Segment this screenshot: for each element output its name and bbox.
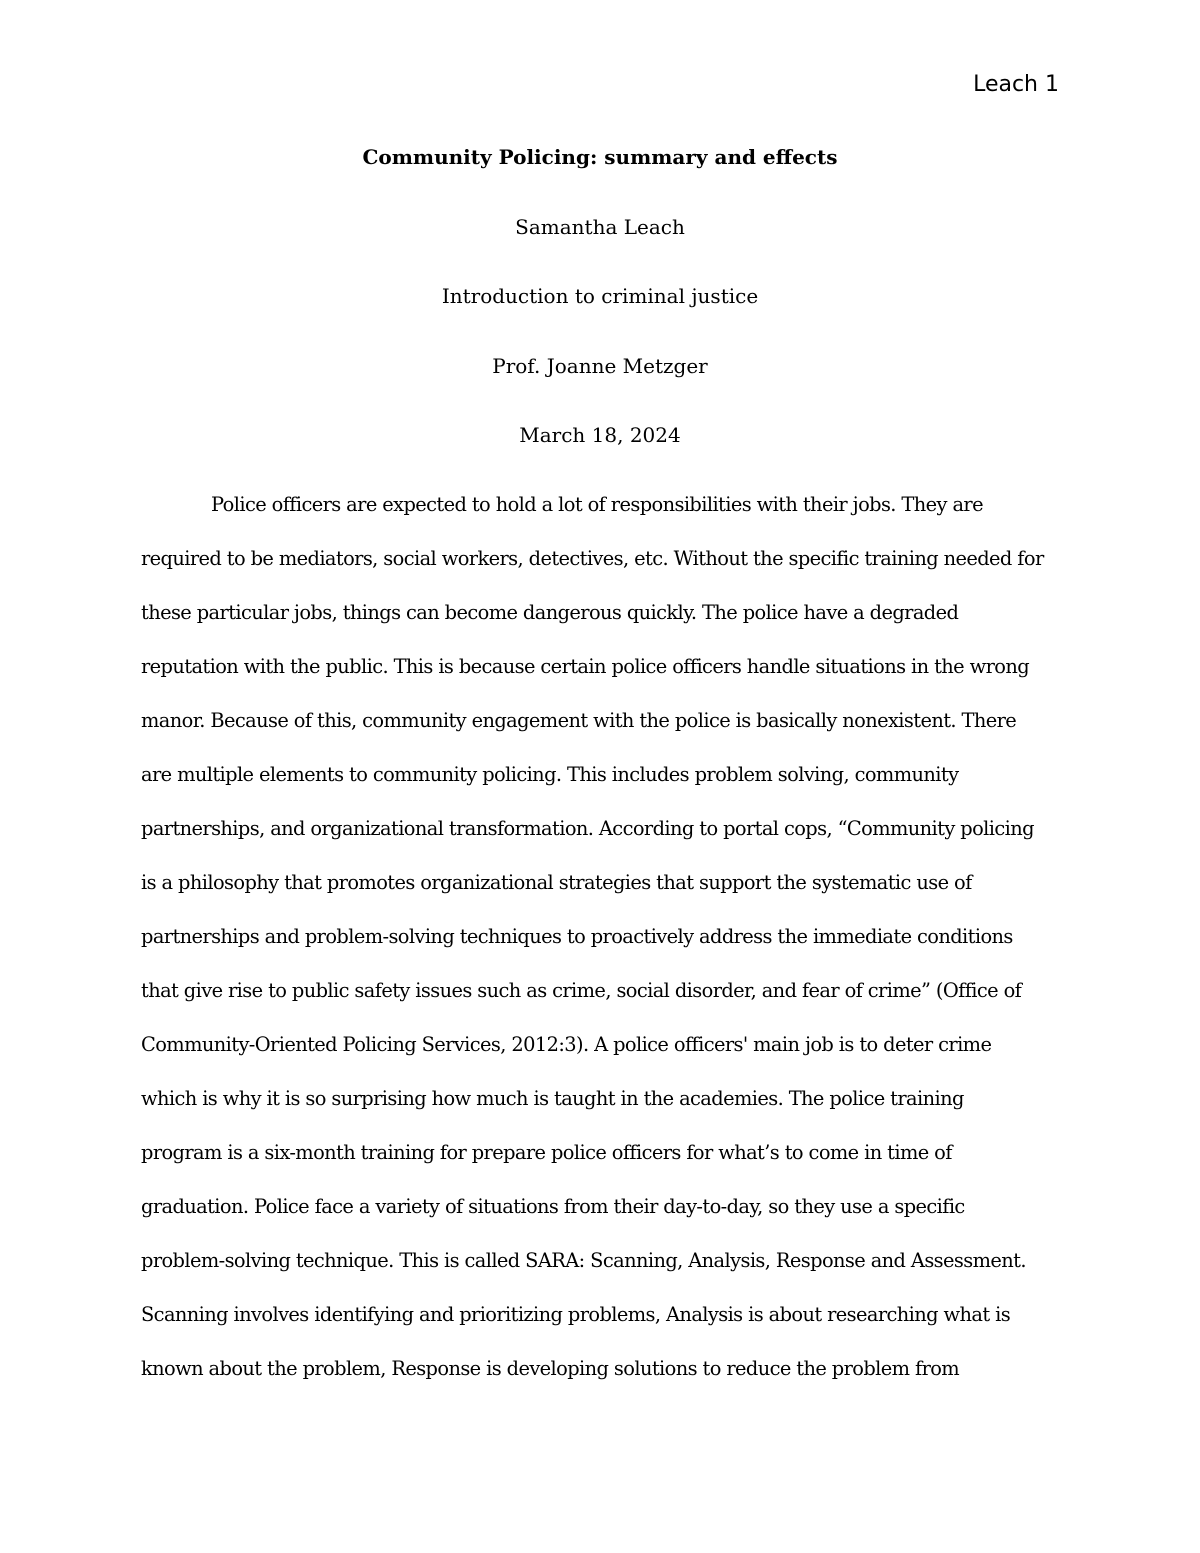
running-header: Leach 1 bbox=[973, 72, 1059, 97]
body-line: are multiple elements to community policing. This includes problem solving, community bbox=[141, 763, 959, 786]
body-line: these particular jobs, things can become dangerous quickly. The police have a degraded bbox=[141, 601, 959, 624]
body-line: problem-solving technique. This is called SARA: Scanning, Analysis, Response and Assessment. bbox=[141, 1249, 1026, 1272]
body-line: that give rise to public safety issues such as crime, social disorder, and fear of crime” (Office of bbox=[141, 979, 1022, 1002]
body-line: manor. Because of this, community engagement with the police is basically nonexistent. There bbox=[141, 709, 1017, 732]
body-line: reputation with the public. This is because certain police officers handle situations in the wrong bbox=[141, 655, 1030, 678]
document-title: Community Policing: summary and effects bbox=[362, 145, 838, 169]
body-line: partnerships, and organizational transformation. According to portal cops, “Community policing bbox=[141, 817, 1034, 840]
body-line: program is a six-month training for prepare police officers for what’s to come in time of bbox=[141, 1141, 952, 1164]
body-line: which is why it is so surprising how much is taught in the academies. The police training bbox=[141, 1087, 964, 1110]
body-line: partnerships and problem-solving techniques to proactively address the immediate conditions bbox=[141, 925, 1013, 948]
title-block bbox=[141, 140, 1059, 488]
body-line: Scanning involves identifying and prioritizing problems, Analysis is about researching what is bbox=[141, 1303, 1011, 1326]
body-line: Community-Oriented Policing Services, 2012:3). A police officers' main job is to deter crime bbox=[141, 1033, 992, 1056]
body-line: Police officers are expected to hold a lot of responsibilities with their jobs. They are bbox=[211, 493, 983, 516]
course-name: Introduction to criminal justice bbox=[441, 284, 759, 308]
body-line: is a philosophy that promotes organizational strategies that support the systematic use of bbox=[141, 871, 972, 894]
document-date: March 18, 2024 bbox=[519, 423, 681, 447]
body-line: known about the problem, Response is developing solutions to reduce the problem from bbox=[141, 1357, 960, 1380]
instructor-name: Prof. Joanne Metzger bbox=[492, 353, 708, 378]
author-name: Samantha Leach bbox=[515, 214, 685, 239]
body-paragraph bbox=[141, 488, 1061, 1406]
body-line: required to be mediators, social workers, detectives, etc. Without the specific training needed for bbox=[141, 547, 1044, 570]
body-line: graduation. Police face a variety of situations from their day-to-day, so they use a specific bbox=[141, 1195, 965, 1218]
